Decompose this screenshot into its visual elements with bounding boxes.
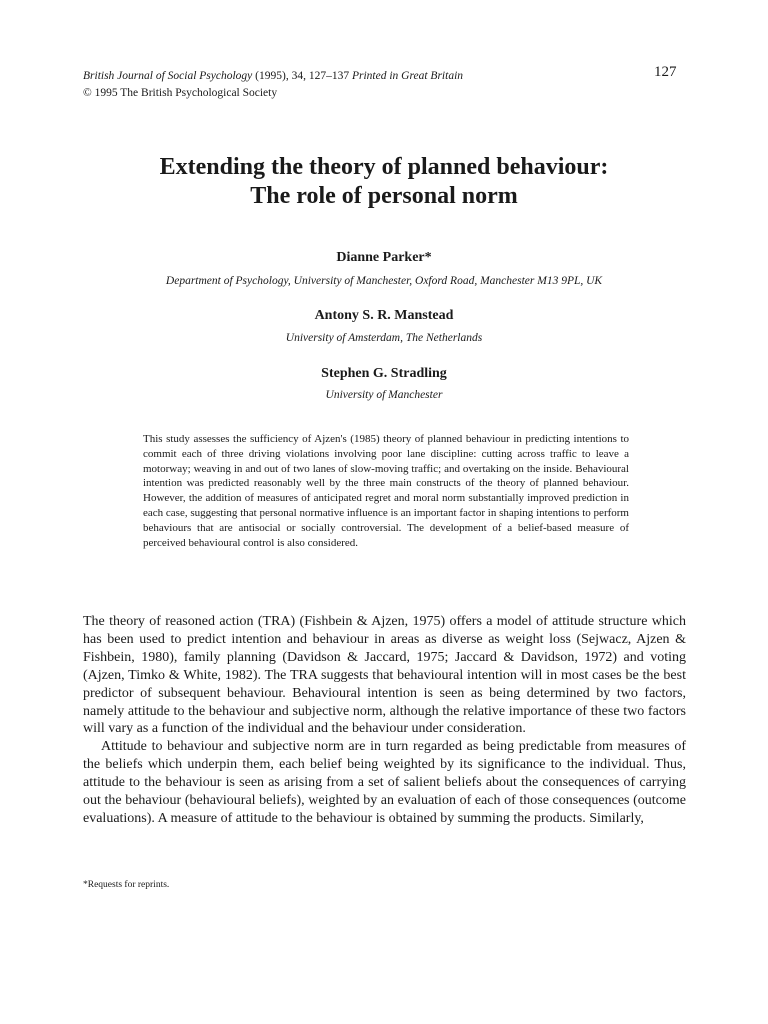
page-number: 127	[654, 64, 677, 80]
author-name: Antony S. R. Manstead	[314, 308, 454, 323]
footnote: *Requests for reprints.	[83, 880, 170, 890]
author-affiliation: Department of Psychology, University of Manchester, Oxford Road, Manchester M13 9PL, UK	[165, 275, 603, 287]
author-affiliation: University of Amsterdam, The Netherlands	[285, 332, 483, 344]
title-line-2: The role of personal norm	[250, 183, 518, 209]
title-line-1: Extending the theory of planned behaviour:	[159, 154, 609, 180]
journal-citation-line	[83, 68, 463, 85]
author-name: Dianne Parker*	[336, 250, 432, 265]
body-paragraph: Attitude to behaviour and subjective norm are in turn regarded as being predictable from measures of the beliefs which underpin them, each belief being weighted by its significance to the individual. Thus, attitude to the behaviour is seen as arising from a set of salient beliefs about the consequences of carrying out the behaviour (behavioural beliefs), weighted by an evaluation of each of those consequences (outcome evaluations). A measure of attitude to the behaviour is obtained by summing the products. Similarly,	[83, 739, 686, 826]
printed-note: Printed in Great Britain	[351, 70, 464, 82]
author-name: Stephen G. Stradling	[321, 366, 447, 381]
body-paragraph: The theory of reasoned action (TRA) (Fishbein & Ajzen, 1975) offers a model of attitude structure which has been used to predict intention and behaviour in areas as diverse as weight loss (Sejwacz, Ajzen & Fishbein, 1980), family planning (Davidson & Jaccard, 1975; Jaccard & Davidson, 1972) and voting (Ajzen, Timko & White, 1982). The TRA suggests that behavioural intention will in most cases be the best predictor of subsequent behaviour. Behavioural intention is seen as being determined by two factors, namely attitude to the behaviour and subjective norm, although the relative importance of these two factors will vary as a function of the individual and the behaviour under consideration.	[83, 614, 686, 737]
author-affiliation: University of Manchester	[325, 389, 443, 401]
abstract: This study assesses the sufficiency of Ajzen's (1985) theory of planned behaviour in predicting intentions to commit each of three driving violations involving poor lane discipline: cutting across traffic to leave a motorway; weaving in and out of two lanes of slow-moving traffic; and overtaking on the inside. Behavioural intention was predicted reasonably well by the three main constructs of the theory of planned behaviour. However, the addition of measures of anticipated regret and moral norm substantially improved prediction in each case, suggesting that personal normative influence is an important factor in shaping intentions to perform behaviours that are antisocial or socially controversial. The development of a belief-based measure of perceived behavioural control is also considered.	[143, 433, 629, 549]
running-header	[83, 68, 463, 102]
copyright-line: © 1995 The British Psychological Society	[83, 87, 278, 99]
article-title	[0, 153, 768, 211]
citation-details: (1995), 34, 127–137	[252, 70, 352, 82]
journal-name: British Journal of Social Psychology	[83, 70, 253, 82]
body-text	[83, 613, 686, 828]
